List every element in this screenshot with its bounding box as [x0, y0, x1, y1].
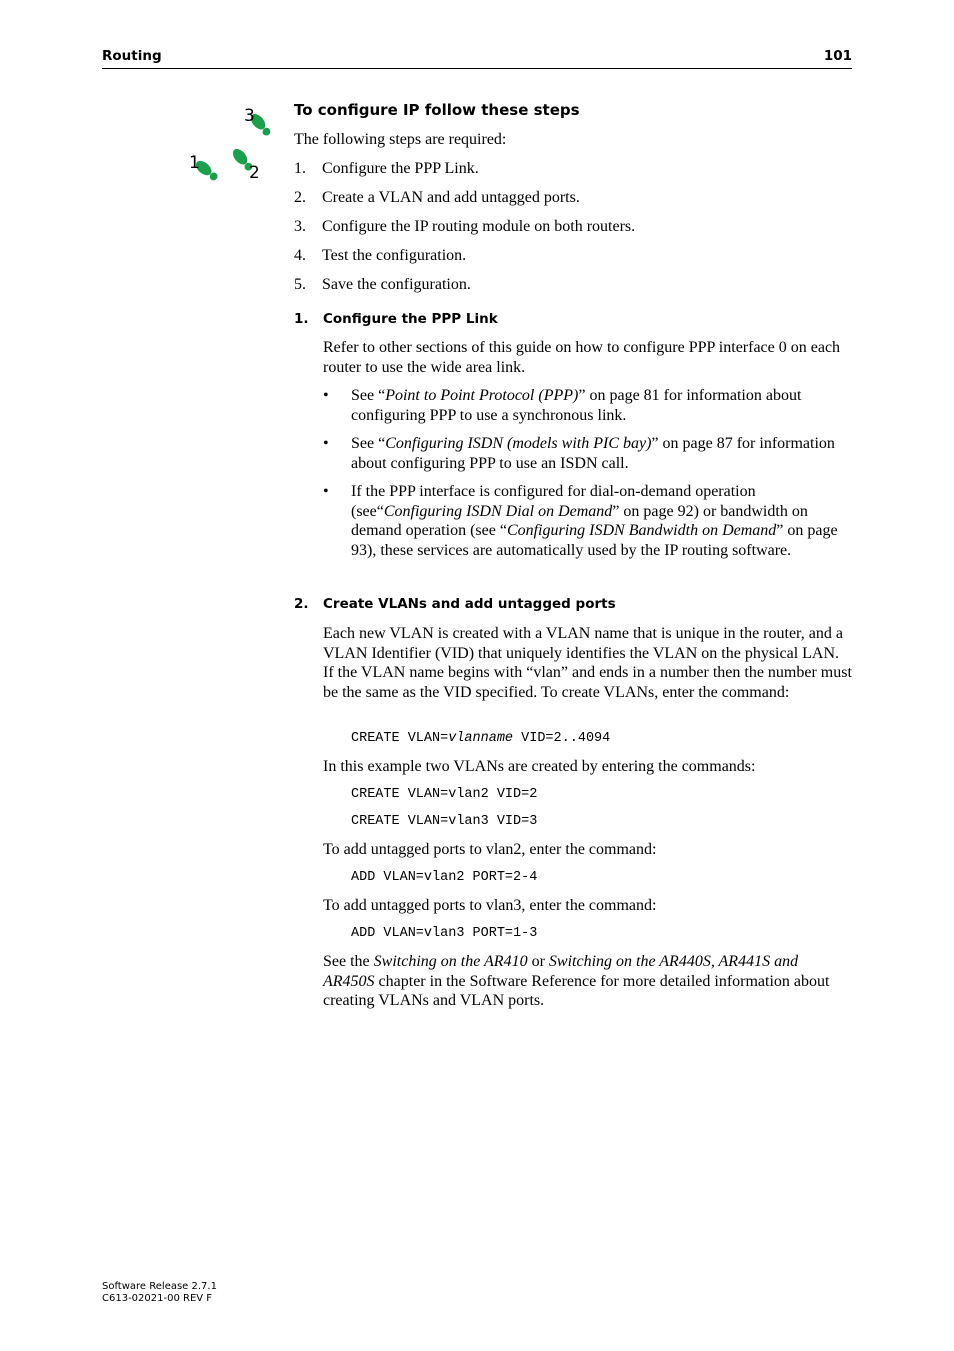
list-item: 2. Create a VLAN and add untagged ports. — [294, 189, 580, 206]
footsteps-icon — [186, 100, 282, 188]
command-create-vlan2: CREATE VLAN=vlan2 VID=2 — [351, 787, 538, 802]
footer-release: Software Release 2.7.1 — [102, 1281, 217, 1292]
list-item: 4. Test the configuration. — [294, 247, 467, 264]
cross-reference: Configuring ISDN Bandwidth on Demand — [506, 522, 777, 539]
cross-reference: Configuring ISDN Dial on Demand — [383, 502, 613, 520]
header-rule — [102, 68, 852, 69]
footstep-label-2: 2 — [249, 163, 260, 183]
command-create-vlan: CREATE VLAN=vlanname VID=2..4094 — [351, 731, 611, 746]
footstep-label-3: 3 — [244, 106, 255, 126]
section2-paragraph-4: To add untagged ports to vlan3, enter the command: — [323, 897, 657, 914]
list-item: • See “Configuring ISDN (models with PIC bay)” on page 87 for information about configuring PPP to use an ISDN call. — [323, 435, 835, 472]
list-item: 5. Save the configuration. — [294, 276, 471, 293]
section2-paragraph-3: To add untagged ports to vlan2, enter the command: — [323, 841, 657, 858]
list-item: 3. Configure the IP routing module on both routers. — [294, 218, 636, 235]
page-number: 101 — [823, 48, 852, 64]
command-add-vlan2: ADD VLAN=vlan2 PORT=2-4 — [351, 870, 538, 885]
cross-reference: Switching on the AR440S, AR441S and AR450S — [323, 953, 799, 990]
section2-paragraph-2: In this example two VLANs are created by entering the commands: — [323, 758, 756, 775]
list-item: • If the PPP interface is configured for dial-on-demand operation (see“Configuring ISDN Dial on Demand” on page 92) or bandwidth on demand operation (see “Configuring ISDN Bandwidth on Demand” on page 93), these services are automatically used by the IP routing software. — [323, 483, 838, 559]
cross-reference: Configuring ISDN (models with PIC bay) — [385, 435, 652, 452]
footer-doc-id: C613-02021-00 REV F — [102, 1293, 213, 1304]
list-item: 1. Configure the PPP Link. — [294, 160, 479, 177]
section1-bullets — [323, 386, 853, 569]
section-heading-1: 1. Configure the PPP Link — [294, 311, 498, 327]
section1-paragraph: Refer to other sections of this guide on how to configure PPP interface 0 on each router to use the wide area link. — [323, 339, 841, 376]
section2-paragraph-5: See the Switching on the AR410 or Switching on the AR440S, AR441S and AR450S chapter in the Software Reference for more detailed information about creating VLANs and VLAN ports. — [323, 953, 830, 1009]
section-heading-2: 2. Create VLANs and add untagged ports — [294, 596, 616, 612]
steps-list — [294, 130, 854, 304]
footstep-label-1: 1 — [189, 153, 200, 173]
list-item: • See “Point to Point Protocol (PPP)” on page 81 for information about configuring PPP to use a synchronous link. — [323, 387, 802, 424]
running-header-section: Routing — [102, 48, 162, 64]
procedure-title: To configure IP follow these steps — [294, 101, 580, 119]
command-create-vlan3: CREATE VLAN=vlan3 VID=3 — [351, 814, 538, 829]
section2-paragraph-1: Each new VLAN is created with a VLAN name that is unique in the router, and a VLAN Identifier (VID) that uniquely identifies the VLAN on the physical LAN. If the VLAN name begins with “vlan” and ends in a number then the number must be the same as the VID specified. To create VLANs, enter the command: — [323, 625, 852, 701]
intro-text: The following steps are required: — [294, 131, 507, 148]
command-add-vlan3: ADD VLAN=vlan3 PORT=1-3 — [351, 926, 538, 941]
cross-reference: Point to Point Protocol (PPP) — [385, 387, 579, 404]
footer — [102, 1281, 217, 1305]
cross-reference: Switching on the AR410 — [373, 953, 528, 970]
